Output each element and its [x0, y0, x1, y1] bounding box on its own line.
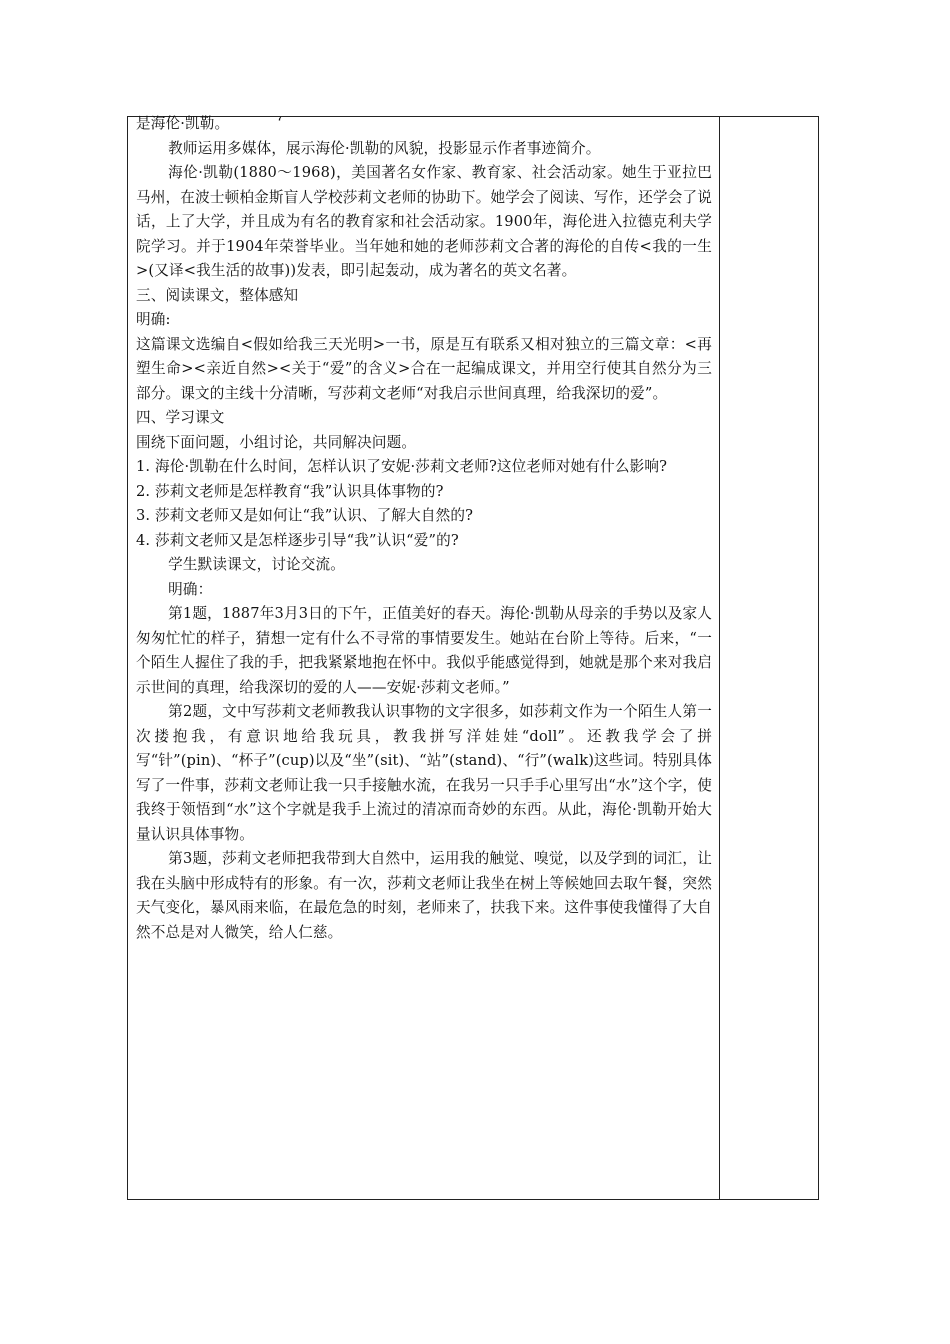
- lesson-content-cell: [136, 112, 712, 945]
- question-4: 4. 莎莉文老师又是怎样逐步引导“我”认识“爱”的?: [136, 531, 459, 549]
- media-paragraph: 教师运用多媒体，展示海伦·凯勒的风貌，投影显示作者事迹简介。: [168, 139, 601, 157]
- answer-2: 第2题，文中写莎莉文老师教我认识事物的文字很多，如莎莉文作为一个陌生人第一次搂抱我，有意识地给我玩具，教我拼写洋娃娃“doll”。还教我学会了拼写“针”(pin)、“杯子”(cup)以及“坐”(sit)、“站”(stand)、“行”(walk)这些词。特别具体写了一件事，莎莉文老师让我一只手接触水流，在我另一只手手心里写出“水”这个字，使我终于领悟到“水”这个字就是我手上流过的清凉而奇妙的东西。从此，海伦·凯勒开始大量认识具体事物。: [136, 703, 712, 843]
- question-3: 3. 莎莉文老师又是如何让“我”认识、了解大自然的?: [136, 507, 474, 524]
- overview-paragraph: 这篇课文选编自<假如给我三天光明>一书，原是互有联系又相对独立的三篇文章：<再塑生命><亲近自然><关于“爱”的含义>合在一起编成课文，并用空行使其自然分为三部分。课文的主线十分清晰，写莎莉文老师“对我启示世间真理，给我深切的爱”。: [136, 335, 712, 402]
- answer-1: 第1题，1887年3月3日的下午，正值美好的春天。海伦·凯勒从母亲的手势以及家人匆匆忙忙的样子，猜想一定有什么不寻常的事情要发生。她站在台阶上等待。后来，“一个陌生人握住了我的手，把我紧紧地抱在怀中。我似乎能感觉得到，她就是那个来对我启示世间的真理，给我深切的爱的人——安妮·莎莉文老师。”: [136, 605, 712, 696]
- clarify-label-2: 明确：: [168, 580, 213, 598]
- section-heading-3: 三、阅读课文，整体感知: [136, 286, 299, 304]
- answer-3: 第3题，莎莉文老师把我带到大自然中，运用我的触觉、嗅觉，以及学到的词汇，让我在头脑中形成特有的形象。有一次，莎莉文老师让我坐在树上等候她回去取午餐，突然天气变化，暴风雨来临，在最危急的时刻，老师来了，扶我下来。这件事使我懂得了大自然不总是对人微笑，给人仁慈。: [136, 850, 712, 941]
- discussion-intro: 围绕下面问题，小组讨论，共同解决问题。: [136, 433, 417, 451]
- question-2: 2. 莎莉文老师是怎样教育“我”认识具体事物的?: [136, 482, 444, 500]
- table-column-divider: [719, 116, 720, 1200]
- section-heading-4: 四、学习课文: [136, 409, 225, 426]
- student-activity: 学生默读课文，讨论交流。: [168, 556, 346, 573]
- author-bio-paragraph: 海伦·凯勒(1880～1968)，美国著名女作家、教育家、社会活动家。她生于亚拉巴马州，在波士顿柏金斯盲人学校莎莉文老师的协助下。她学会了阅读、写作，还学会了说话，上了大学，并且成为有名的教育家和社会活动家。1900年，海伦进入拉德克利夫学院学习。并于1904年荣誉毕业。当年她和她的老师莎莉文合著的海伦的自传<我的一生>(又译<我生活的故事))发表，即引起轰动，成为著名的英文名著。: [136, 164, 712, 279]
- clarify-label-1: 明确:: [136, 311, 171, 328]
- intro-text: 是海伦·凯勒。: [136, 115, 230, 132]
- stray-mark: ‘: [277, 115, 283, 132]
- intro-line: [136, 112, 712, 137]
- question-1: 1. 海伦·凯勒在什么时间，怎样认识了安妮·莎莉文老师?这位老师对她有什么影响?: [136, 458, 668, 475]
